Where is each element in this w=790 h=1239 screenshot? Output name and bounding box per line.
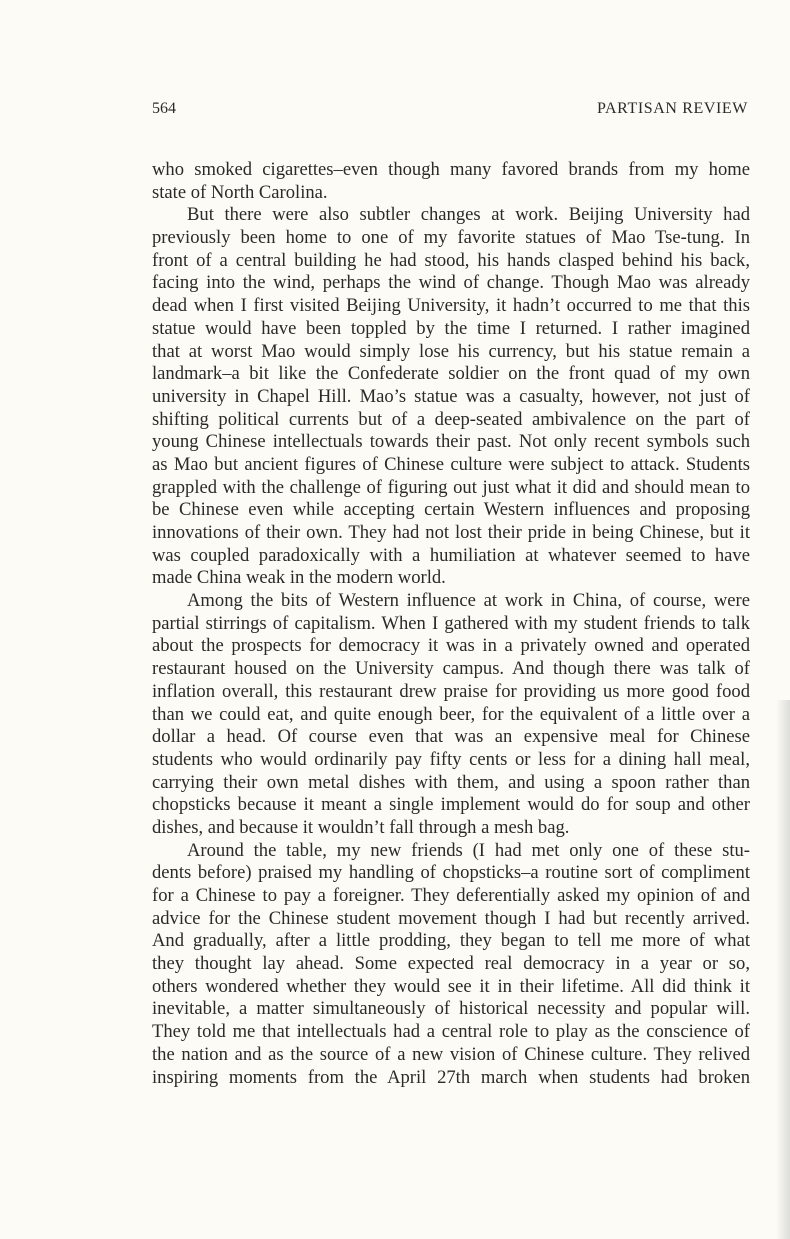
text-line: young Chinese intellectuals towards their past. Not only recent symbols such bbox=[152, 431, 750, 453]
text-line: And gradually, after a little prodding, they began to tell me more of what bbox=[152, 930, 750, 952]
paragraph bbox=[152, 159, 750, 204]
text-line: Among the bits of Western influence at work in China, of course, were bbox=[187, 590, 750, 612]
text-line: dents before) praised my handling of chopsticks–a routine sort of compliment bbox=[152, 862, 750, 884]
text-line: front of a central building he had stood, his hands clasped behind his back, bbox=[152, 249, 750, 271]
text-line: inflation overall, this restaurant drew praise for providing us more good food bbox=[152, 680, 750, 702]
text-line: facing into the wind, perhaps the wind of change. Though Mao was already bbox=[152, 272, 750, 294]
text-line: grappled with the challenge of figuring out just what it did and should mean to bbox=[152, 476, 750, 498]
text-line: restaurant housed on the University campus. And though there was talk of bbox=[152, 658, 750, 680]
text-line: that at worst Mao would simply lose his currency, but his statue remain a bbox=[152, 340, 750, 362]
text-line: previously been home to one of my favorite statues of Mao Tse-tung. In bbox=[152, 227, 750, 249]
paragraph bbox=[152, 590, 750, 840]
text-line: university in Chapel Hill. Mao’s statue was a casualty, however, not just of bbox=[152, 385, 750, 407]
page-edge-shadow bbox=[776, 700, 790, 1239]
text-line: They told me that intellectuals had a central role to play as the conscience of bbox=[152, 1021, 750, 1043]
paragraph bbox=[152, 204, 750, 590]
text-line: statue would have been toppled by the time I returned. I rather imagined bbox=[152, 317, 750, 339]
text-line: chopsticks because it meant a single implement would do for soup and other bbox=[152, 794, 750, 816]
text-line: others wondered whether they would see it in their lifetime. All did think it bbox=[152, 975, 750, 997]
text-line: shifting political currents but of a deep-seated ambivalence on the part of bbox=[152, 408, 750, 430]
text-line: made China weak in the modern world. bbox=[152, 567, 446, 589]
text-line: was coupled paradoxically with a humiliation at whatever seemed to have bbox=[152, 544, 750, 566]
text-line: they thought lay ahead. Some expected real democracy in a year or so, bbox=[152, 953, 750, 975]
text-line: Around the table, my new friends (I had met only one of these stu- bbox=[187, 839, 750, 861]
text-line: than we could eat, and quite enough beer, for the equivalent of a little over a bbox=[152, 703, 750, 725]
text-line: students who would ordinarily pay fifty cents or less for a dining hall meal, bbox=[152, 748, 750, 770]
paragraph bbox=[152, 840, 750, 1090]
text-line: state of North Carolina. bbox=[152, 181, 328, 203]
running-title: PARTISAN REVIEW bbox=[596, 100, 748, 117]
text-line: who smoked cigarettes–even though many favored brands from my home bbox=[152, 159, 750, 180]
text-line: the nation and as the source of a new vision of Chinese culture. They relived bbox=[152, 1043, 750, 1065]
text-line: for a Chinese to pay a foreigner. They deferentially asked my opinion of and bbox=[152, 885, 750, 906]
page-number: 564 bbox=[152, 100, 176, 117]
text-line: dollar a head. Of course even that was an expensive meal for Chinese bbox=[152, 726, 750, 748]
text-line: as Mao but ancient figures of Chinese culture were subject to attack. Students bbox=[152, 453, 750, 475]
text-line: carrying their own metal dishes with them, and using a spoon rather than bbox=[152, 771, 750, 793]
text-line: advice for the Chinese student movement though I had but recently arrived. bbox=[152, 907, 750, 929]
text-line: about the prospects for democracy it was in a privately owned and operated bbox=[152, 635, 750, 657]
text-line: dishes, and because it wouldn’t fall through a mesh bag. bbox=[152, 816, 570, 838]
text-line: partial stirrings of capitalism. When I gathered with my student friends to talk bbox=[152, 612, 750, 634]
text-line: innovations of their own. They had not lost their pride in being Chinese, but it bbox=[152, 522, 750, 543]
text-line: inevitable, a matter simultaneously of historical necessity and popular will. bbox=[152, 998, 750, 1020]
text-line: dead when I first visited Beijing University, it hadn’t occurred to me that this bbox=[152, 295, 750, 317]
text-line: inspiring moments from the April 27th march when students had broken bbox=[152, 1066, 750, 1088]
text-line: be Chinese even while accepting certain Western influences and proposing bbox=[152, 499, 750, 521]
text-line: But there were also subtler changes at work. Beijing University had bbox=[187, 204, 750, 226]
body-text bbox=[152, 159, 750, 1089]
text-line: landmark–a bit like the Confederate soldier on the front quad of my own bbox=[152, 363, 750, 385]
